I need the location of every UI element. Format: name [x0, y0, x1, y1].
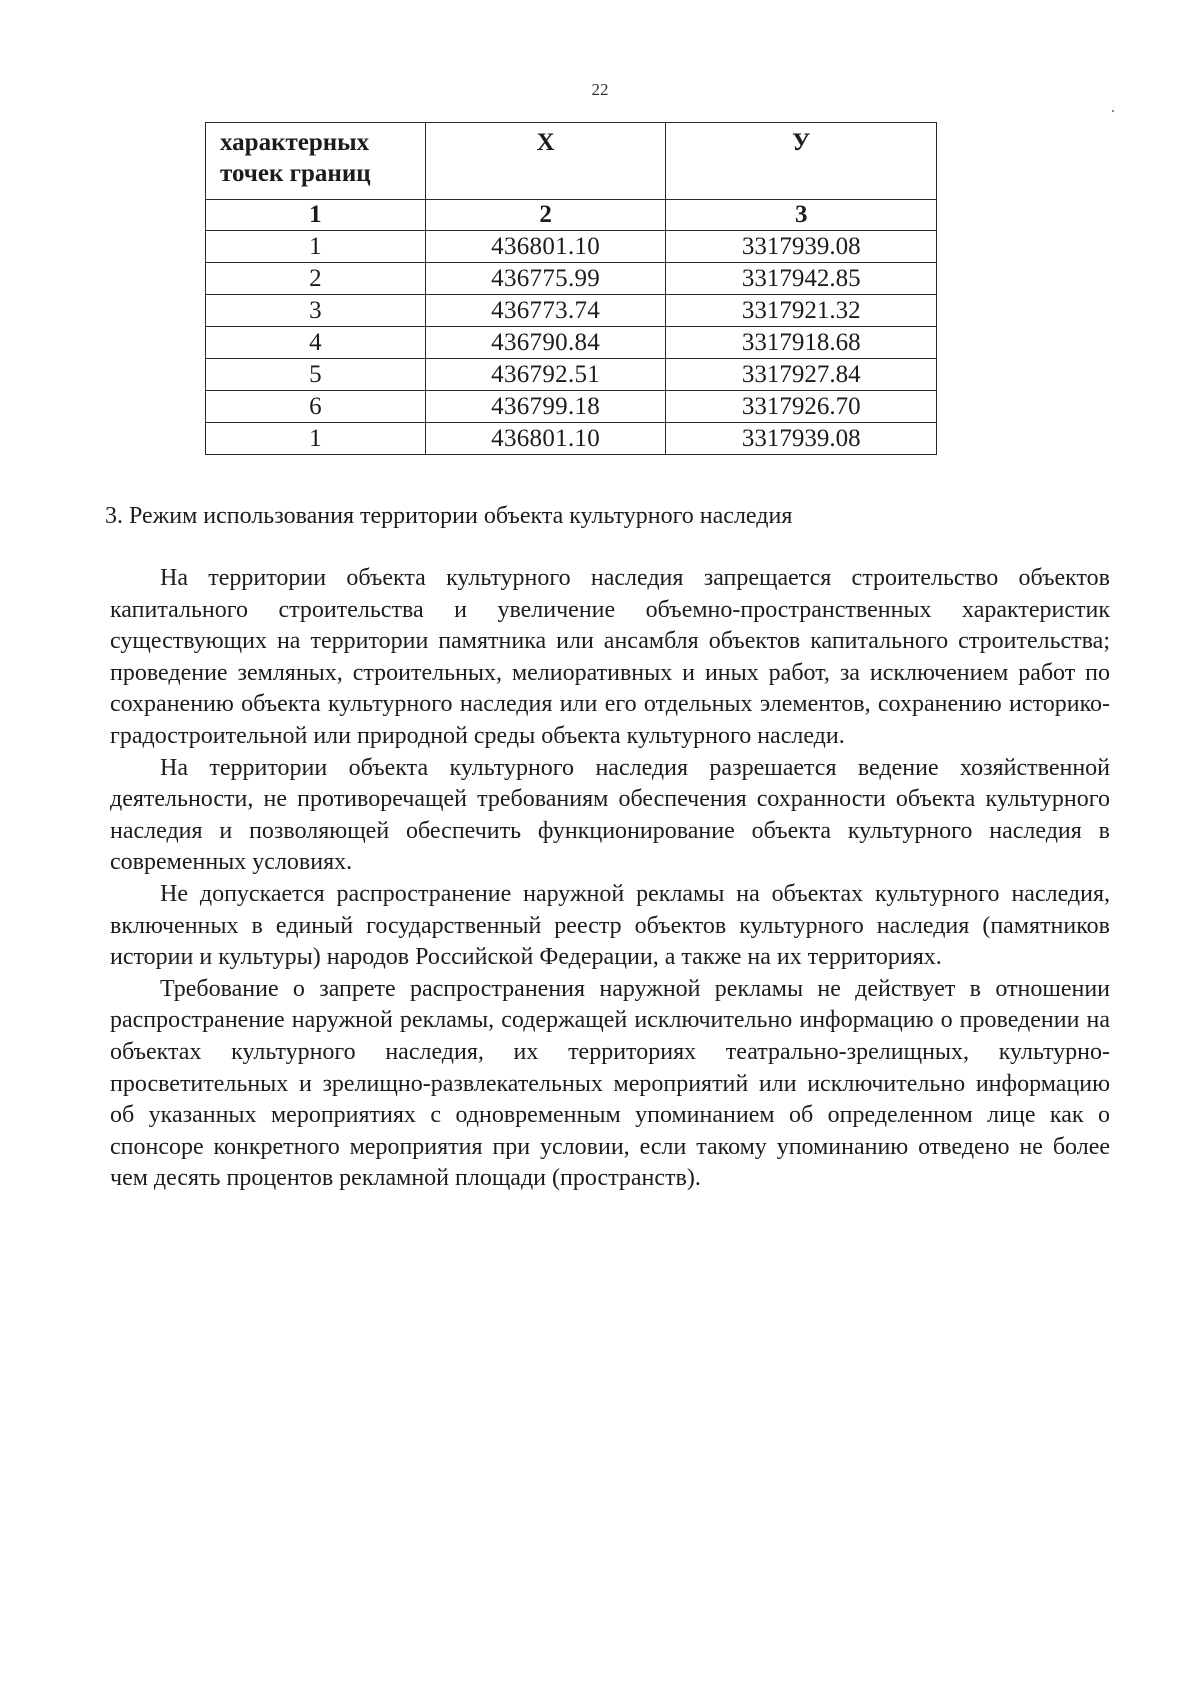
section-body: [110, 563, 1110, 1195]
table-row: [206, 263, 937, 295]
table-row: [206, 231, 937, 263]
x-cell: 436790.84: [425, 327, 666, 359]
table-row: [206, 391, 937, 423]
x-cell: 436801.10: [425, 231, 666, 263]
y-cell: 3317927.84: [666, 359, 937, 391]
table-row: [206, 423, 937, 455]
paragraph-advertising-ban: Не допускается распространение наружной рекламы на объектах культурного наследия, включенных в единый государственный реестр объектов культурного наследия (памятников истории и культуры) народов Российской Федерации, а также на их территориях.: [110, 880, 1110, 971]
page-number: 22: [591, 80, 609, 99]
x-cell: 436799.18: [425, 391, 666, 423]
table-row: [206, 295, 937, 327]
y-cell: 3317921.32: [666, 295, 937, 327]
y-cell: 3317926.70: [666, 391, 937, 423]
point-cell: 4: [206, 327, 426, 359]
column-number: 3: [666, 200, 937, 231]
table-header-row: [206, 123, 937, 200]
section-heading: 3. Режим использования территории объекта культурного наследия: [105, 503, 793, 529]
point-cell: 5: [206, 359, 426, 391]
header-point: характерных точек границ: [206, 123, 426, 200]
column-number: 1: [206, 200, 426, 231]
x-cell: 436792.51: [425, 359, 666, 391]
paragraph-advertising-exception: Требование о запрете распространения наружной рекламы не действует в отношении распространение наружной рекламы, содержащей исключительно информацию о проведении на объектах культурного наследия, их территориях театрально-зрелищных, культурно-просветительных и зрелищно-развлекательных мероприятий или исключительно информацию об указанных мероприятиях с одновременным упоминанием об определенном лице как о спонсоре конкретного мероприятия при условии, если такому упоминанию отведено не более чем десять процентов рекламной площади (пространств).: [110, 975, 1110, 1192]
point-cell: 6: [206, 391, 426, 423]
column-number: 2: [425, 200, 666, 231]
table-row: [206, 327, 937, 359]
y-cell: 3317942.85: [666, 263, 937, 295]
point-cell: 2: [206, 263, 426, 295]
y-cell: 3317918.68: [666, 327, 937, 359]
point-cell: 1: [206, 423, 426, 455]
paragraph-prohibitions: На территории объекта культурного наследия запрещается строительство объектов капитального строительства и увеличение объемно-пространственных характеристик существующих на территории памятника или ансамбля объектов капитального строительства; проведение земляных, строительных, мелиоративных и иных работ, за исключением работ по сохранению объекта культурного наследия или его отдельных элементов, сохранению историко-градостроительной или природной среды объекта культурного наследи.: [110, 565, 1110, 749]
y-cell: 3317939.08: [666, 231, 937, 263]
header-x: X: [425, 123, 666, 200]
x-cell: 436801.10: [425, 423, 666, 455]
y-cell: 3317939.08: [666, 423, 937, 455]
column-number-row: [206, 200, 937, 231]
paragraph-permitted-activity: На территории объекта культурного наследия разрешается ведение хозяйственной деятельности, не противоречащей требованиям обеспечения сохранности объекта культурного наследия и позволяющей обеспечить функционирование объекта культурного наследия в современных условиях.: [110, 754, 1110, 876]
x-cell: 436775.99: [425, 263, 666, 295]
point-cell: 3: [206, 295, 426, 327]
boundary-coordinates-table: [205, 122, 937, 455]
header-y: У: [666, 123, 937, 200]
point-cell: 1: [206, 231, 426, 263]
x-cell: 436773.74: [425, 295, 666, 327]
table-row: [206, 359, 937, 391]
scan-speck: [1112, 110, 1114, 112]
